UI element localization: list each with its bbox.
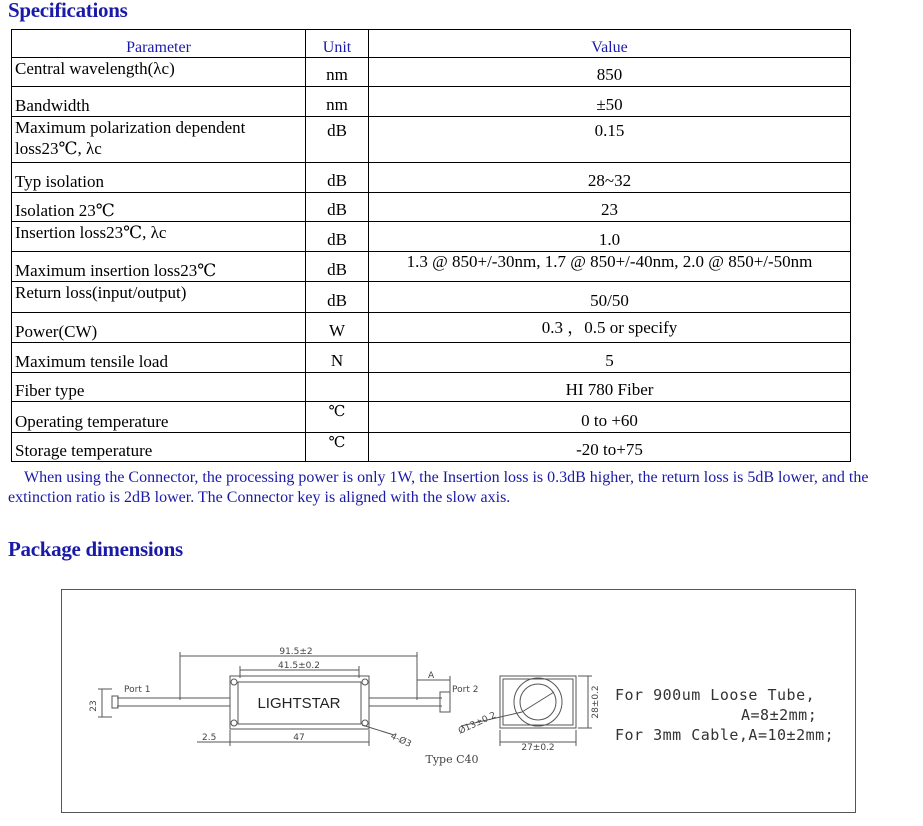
specifications-heading: Specifications — [8, 0, 128, 22]
table-row — [12, 373, 851, 402]
unit-cell: ℃ — [306, 402, 369, 433]
specifications-table — [11, 29, 851, 462]
value-cell: -20 to+75 — [369, 433, 851, 462]
header-parameter: Parameter — [12, 30, 306, 58]
value-cell: 0.3 ，0.5 or specify — [369, 313, 851, 343]
header-value: Value — [369, 30, 851, 58]
param-cell: Operating temperature — [12, 402, 306, 433]
param-cell: Isolation 23℃ — [12, 193, 306, 222]
table-row — [12, 117, 851, 163]
port2-label: Port 2 — [452, 685, 479, 695]
unit-cell: dB — [306, 117, 369, 163]
package-drawing — [61, 589, 856, 813]
table-row — [12, 222, 851, 252]
table-row — [12, 193, 851, 222]
dim-a: A — [428, 671, 435, 681]
param-cell: Return loss(input/output) — [12, 282, 306, 313]
param-cell: Fiber type — [12, 373, 306, 402]
unit-cell: dB — [306, 193, 369, 222]
param-cell: Storage temperature — [12, 433, 306, 462]
unit-cell: W — [306, 313, 369, 343]
table-row — [12, 282, 851, 313]
param-cell: Insertion loss23℃, λc — [12, 222, 306, 252]
value-cell: 0 to +60 — [369, 402, 851, 433]
table-row — [12, 402, 851, 433]
port1-label: Port 1 — [124, 685, 151, 695]
table-row — [12, 313, 851, 343]
table-header-row — [12, 30, 851, 58]
unit-cell: dB — [306, 222, 369, 252]
unit-cell: dB — [306, 282, 369, 313]
package-dimensions-heading: Package dimensions — [8, 537, 183, 561]
param-cell: Maximum polarization dependent loss23℃, λc — [12, 117, 306, 163]
dim-body-length: 41.5±0.2 — [278, 661, 320, 671]
param-cell: Bandwidth — [12, 87, 306, 117]
dim-height: 23 — [89, 700, 99, 712]
unit-cell: ℃ — [306, 433, 369, 462]
unit-cell: nm — [306, 58, 369, 87]
param-cell: Central wavelength(λc) — [12, 58, 306, 87]
value-cell: 850 — [369, 58, 851, 87]
connector-note: When using the Connector, the processing power is only 1W, the Insertion loss is 0.3dB higher, the return loss is 5dB lower, and the extinction ratio is 2dB lower. The Connector key is aligned with the slow axis. — [8, 469, 869, 506]
note-line-3: For 3mm Cable,A=10±2mm; — [615, 726, 835, 744]
note-line-1: For 900um Loose Tube, — [615, 686, 816, 704]
dim-hole: 4-Ø3 — [388, 731, 413, 750]
param-cell: Maximum insertion loss23℃ — [12, 252, 306, 282]
dim-side-width: 27±0.2 — [521, 743, 555, 753]
value-cell: HI 780 Fiber — [369, 373, 851, 402]
unit-cell: dB — [306, 163, 369, 193]
table-row — [12, 58, 851, 87]
dim-diameter: Ø13±0.2 — [457, 710, 498, 737]
dim-bottom-length: 47 — [293, 733, 305, 743]
brand-label: LIGHTSTAR — [257, 695, 341, 712]
dim-overall-length: 91.5±2 — [279, 647, 313, 657]
table-row — [12, 433, 851, 462]
unit-cell — [306, 373, 369, 402]
dim-left-offset: 2.5 — [202, 733, 217, 743]
param-cell: Typ isolation — [12, 163, 306, 193]
unit-cell: dB — [306, 252, 369, 282]
value-cell: 5 — [369, 343, 851, 373]
value-cell: 0.15 — [369, 117, 851, 163]
dim-side-height: 28±0.2 — [591, 685, 601, 719]
value-cell: 23 — [369, 193, 851, 222]
value-cell: ±50 — [369, 87, 851, 117]
table-row — [12, 252, 851, 282]
table-row — [12, 163, 851, 193]
value-cell: 28~32 — [369, 163, 851, 193]
param-cell: Maximum tensile load — [12, 343, 306, 373]
value-cell: 1.3 @ 850+/-30nm, 1.7 @ 850+/-40nm, 2.0 @ 850+/-50nm — [369, 252, 851, 282]
unit-cell: nm — [306, 87, 369, 117]
value-cell: 1.0 — [369, 222, 851, 252]
value-cell: 50/50 — [369, 282, 851, 313]
table-row — [12, 87, 851, 117]
type-label: Type C40 — [425, 753, 479, 766]
header-unit: Unit — [306, 30, 369, 58]
note-line-2: A=8±2mm; — [741, 706, 818, 724]
param-cell: Power(CW) — [12, 313, 306, 343]
table-row — [12, 343, 851, 373]
unit-cell: N — [306, 343, 369, 373]
